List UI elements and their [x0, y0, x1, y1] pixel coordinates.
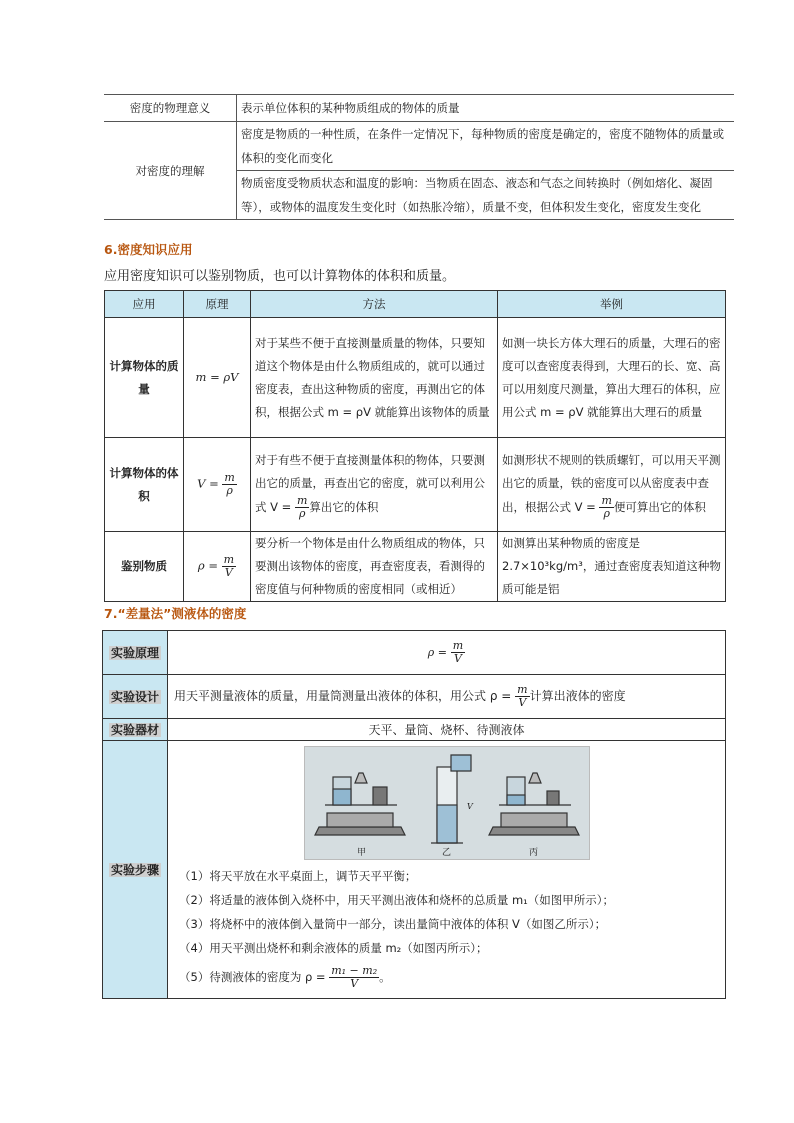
row-name: 鉴别物质 — [105, 532, 184, 602]
fraction — [515, 684, 529, 709]
example-text-a: 如测形状不规则的铁质螺钉，可以用天平测出它的质量，铁的密度可以从密度表中查出，根据公式 V = — [502, 453, 721, 514]
formula-lhs: ρ = — [197, 558, 218, 573]
row-name: 计算物体的体积 — [105, 438, 184, 532]
row-label: 对密度的理解 — [104, 122, 237, 220]
fraction-numerator: m — [296, 494, 308, 507]
fraction-denominator: ρ — [603, 507, 610, 520]
formula-lhs: V = — [197, 476, 219, 491]
design-cell — [168, 675, 726, 719]
list-item: （3）将烧杯中的液体倒入量筒中一部分，读出量筒中液体的体积 V（如图乙所示）； — [179, 917, 607, 931]
header-cell: 方法 — [251, 291, 498, 318]
fraction-numerator: m — [601, 494, 612, 507]
method-text-a: 对于有些不便于直接测量体积的物体，只要测出它的质量，再查出它的密度，就可以利用公式 V = — [255, 453, 485, 514]
fraction-numerator: m — [517, 683, 528, 696]
steps-cell — [168, 741, 726, 999]
figure-label-bing: 丙 — [528, 848, 538, 858]
header-cell: 应用 — [105, 291, 184, 318]
step5-text-b: 。 — [379, 970, 391, 984]
header-cell: 举例 — [498, 291, 726, 318]
method-text-b: 算出它的体积 — [309, 500, 379, 514]
step5-text-a: （5）待测液体的密度为 ρ = — [179, 970, 326, 984]
fraction-numerator: m — [224, 471, 235, 484]
table-row — [103, 719, 726, 741]
section-7-quote: “差量法” — [117, 606, 172, 621]
density-meaning-table — [104, 94, 734, 220]
row-formula — [184, 532, 251, 602]
fraction-numerator: m₁ − m₂ — [331, 964, 378, 977]
row-formula — [184, 438, 251, 532]
equipment-cell: 天平、量筒、烧杯、待测液体 — [168, 719, 726, 741]
density-application-table — [104, 290, 726, 602]
row-text: 物质密度受物质状态和温度的影响：当物质在固态、液态和气态之间转换时（例如熔化、凝固等），或物体的温度发生变化时（如热胀冷缩），质量不变，但体积发生变化，密度发生变化 — [237, 171, 735, 220]
row-example: 如测算出某种物质的密度是2.7×10³kg/m³，通过查密度表知道这种物质可能是铝 — [498, 532, 726, 602]
table-header-row — [105, 291, 726, 318]
list-item: （4）用天平测出烧杯和剩余液体的质量 m₂（如图丙所示）； — [179, 941, 488, 955]
row-text: 密度是物质的一种性质，在条件一定情况下，每种物质的密度是确定的，密度不随物体的质量或体积的变化而变化 — [237, 122, 735, 171]
table-row — [103, 631, 726, 675]
design-text-a: 用天平测量液体的质量，用量筒测量出液体的体积，用公式 ρ = — [174, 689, 512, 703]
fraction-denominator: V — [224, 566, 233, 579]
fraction-denominator: ρ — [298, 507, 306, 520]
section-6-intro: 应用密度知识可以鉴别物质，也可以计算物体的体积和质量。 — [104, 269, 456, 284]
experiment-figure — [304, 746, 590, 860]
table-row — [105, 532, 726, 602]
row-method: 对于某些不便于直接测量质量的物体，只要知道这个物体是由什么物质组成的，就可以通过密度表，查出这种物质的密度，再测出它的体积，根据公式 m = ρV 就能算出该物体的质量 — [251, 318, 498, 438]
row-method: 要分析一个物体是由什么物质组成的物体，只要测出该物体的密度，再查密度表，看测得的密度值与何种物质的密度相同（或相近） — [251, 532, 498, 602]
row-example — [498, 438, 726, 532]
fraction — [599, 495, 613, 520]
list-item — [169, 960, 724, 994]
example-text-b: 便可算出它的体积 — [613, 500, 706, 514]
fraction — [329, 965, 379, 990]
label-text: 实验原理 — [110, 646, 159, 660]
principle-cell — [168, 631, 726, 675]
row-example: 如测一块长方体大理石的质量，大理石的密度可以查密度表得到，大理石的长、宽、高可以用刻度尺测量，算出大理石的体积，应用公式 m = ρV 就能算出大理石的质量 — [498, 318, 726, 438]
experiment-table — [102, 630, 726, 999]
balance-cylinder-illustration — [305, 747, 589, 859]
steps-list — [169, 864, 724, 994]
row-name: 计算物体的质量 — [105, 318, 184, 438]
fraction-denominator: V — [350, 977, 359, 990]
row-label — [103, 631, 168, 675]
design-text-b: 计算出液体的密度 — [529, 689, 626, 703]
label-text: 实验设计 — [110, 690, 159, 704]
table-row — [105, 318, 726, 438]
row-label — [103, 719, 168, 741]
row-label — [103, 675, 168, 719]
table-row — [105, 438, 726, 532]
section-7-title — [104, 604, 246, 622]
row-formula: m = ρV — [184, 318, 251, 438]
row-method — [251, 438, 498, 532]
fraction — [222, 554, 236, 579]
section-6-title: 6.密度知识应用 — [104, 242, 193, 257]
label-text: 实验步骤 — [110, 863, 159, 877]
header-cell: 原理 — [184, 291, 251, 318]
fraction-denominator: V — [454, 652, 462, 665]
fraction-numerator: m — [223, 553, 235, 566]
row-label: 密度的物理意义 — [104, 95, 237, 122]
table-row — [104, 122, 734, 171]
figure-label-yi: 乙 — [441, 848, 451, 858]
section-7-rest: 测液体的密度 — [171, 606, 247, 621]
table-row — [104, 95, 734, 122]
figure-label-v: V — [466, 802, 473, 811]
table-row — [103, 675, 726, 719]
fraction-denominator: ρ — [226, 484, 233, 497]
figure-label-jia: 甲 — [356, 848, 366, 858]
fraction — [222, 472, 236, 497]
list-item: （2）将适量的液体倒入烧杯中，用天平测出液体和烧杯的总质量 m₁（如图甲所示）； — [179, 893, 615, 907]
list-item: （1）将天平放在水平桌面上，调节天平平衡； — [179, 869, 417, 883]
fraction-numerator: m — [452, 639, 464, 652]
row-label — [103, 741, 168, 999]
row-text: 表示单位体积的某种物质组成的物体的质量 — [237, 95, 735, 122]
table-row — [103, 741, 726, 999]
fraction — [451, 640, 465, 665]
section-7-number: 7. — [104, 606, 118, 621]
fraction — [295, 495, 309, 520]
fraction-denominator: V — [518, 696, 527, 709]
formula-lhs: ρ = — [427, 646, 447, 659]
label-text: 实验器材 — [110, 723, 159, 737]
